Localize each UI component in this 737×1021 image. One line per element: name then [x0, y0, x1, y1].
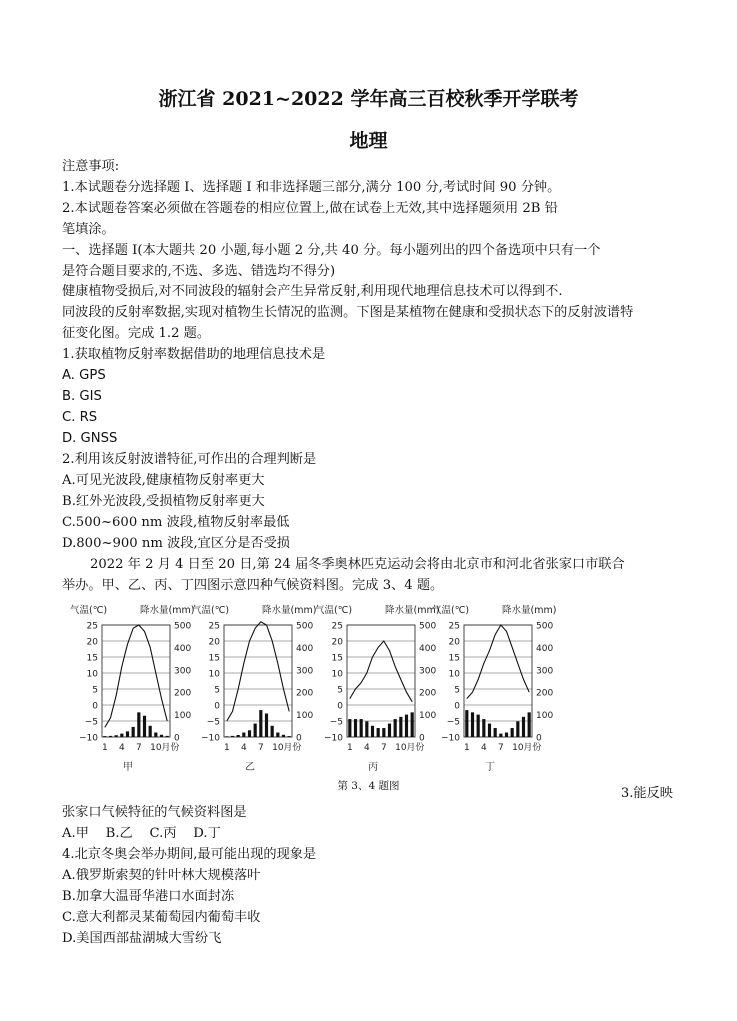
chart-frame [464, 625, 532, 737]
q2-option-b: B.红外光波段,受损植物反射率更大 [62, 494, 265, 509]
section-heading-1: 一、选择题 I(本大题共 20 小题,每小题 2 分,共 40 分。每小题列出的四个备选项中只有一个 [62, 243, 601, 258]
precip-bar [103, 736, 106, 737]
temp-tick-label: 20 [208, 637, 220, 648]
precip-tick-label: 300 [536, 666, 554, 677]
precip-tick-label: 500 [536, 621, 554, 632]
precip-bar [377, 728, 380, 737]
temperature-curve [467, 625, 529, 699]
temp-axis-label: 气温(℃) [70, 605, 108, 616]
month-unit-label: 月份 [523, 743, 542, 753]
precip-bar [522, 717, 525, 737]
precip-axis-label: 降水量(mm) [262, 605, 317, 616]
temp-tick-label: 20 [331, 637, 343, 648]
passage1-line1: 健康植物受损后,对不同波段的辐射会产生异常反射,利用现代地理信息技术可以得到不. [62, 284, 563, 299]
month-tick-label: 10 [512, 743, 524, 753]
precip-tick-label: 400 [536, 643, 554, 654]
temp-tick-label: 5 [454, 685, 460, 696]
precip-tick-label: 0 [536, 733, 542, 744]
temp-tick-label: 5 [214, 685, 220, 696]
q3-stem: 张家口气候特征的气候资料图是 [62, 805, 247, 820]
q2-option-c: C.500~600 nm 波段,植物反射率最低 [62, 515, 290, 530]
precip-bar [276, 733, 279, 737]
precip-axis-label: 降水量(mm) [502, 605, 557, 616]
precip-bar [494, 728, 497, 737]
temp-tick-label: 25 [448, 621, 460, 632]
passage2-line2: 举办。甲、乙、丙、丁四图示意四种气候资料图。完成 3、4 题。 [62, 578, 444, 593]
precip-tick-label: 0 [296, 733, 302, 744]
precip-bar [488, 724, 491, 737]
temp-tick-label: 20 [448, 637, 460, 648]
temperature-curve [227, 622, 289, 721]
note-1: 1.本试题卷分选择题 I、选择题 I 和非选择题三部分,满分 100 分,考试时间 90 分钟。 [62, 180, 561, 195]
q1-stem: 1.获取植物反射率数据借助的地理信息技术是 [62, 347, 326, 362]
precip-bar [149, 726, 152, 737]
precip-bar [225, 736, 228, 737]
climate-figure [70, 600, 630, 796]
precip-tick-label: 200 [296, 688, 314, 699]
temp-tick-label: 5 [337, 685, 343, 696]
exam-title: 浙江省 2021~2022 学年高三百校秋季开学联考 [158, 88, 579, 110]
precip-tick-label: 300 [419, 666, 437, 677]
precip-bar [254, 724, 257, 737]
temp-tick-label: −10 [441, 733, 460, 744]
temp-tick-label: 0 [454, 701, 460, 712]
precip-bar [505, 733, 508, 737]
precip-axis-label: 降水量(mm) [385, 605, 440, 616]
precip-bar [166, 736, 169, 737]
precip-tick-label: 100 [296, 711, 314, 722]
precip-tick-label: 200 [536, 688, 554, 699]
temp-tick-label: 25 [331, 621, 343, 632]
precip-bar [382, 728, 385, 737]
month-tick-label: 1 [223, 743, 230, 753]
precip-bar [499, 734, 502, 737]
precip-bar [411, 712, 414, 737]
temp-tick-label: 0 [337, 701, 343, 712]
q1-option-a: A. GPS [62, 368, 106, 383]
precip-bar [120, 734, 123, 737]
precip-bar [371, 726, 374, 737]
notes-heading: 注意事项: [62, 159, 120, 174]
month-tick-label: 1 [463, 743, 470, 753]
month-tick-label: 10 [150, 743, 162, 753]
precip-tick-label: 500 [419, 621, 437, 632]
precip-bar [160, 735, 163, 737]
precip-bar [516, 721, 519, 737]
q4-option-c: C.意大利都灵某葡萄园内葡萄丰收 [62, 910, 261, 925]
temp-tick-label: 15 [331, 653, 343, 664]
temp-tick-label: −5 [329, 717, 343, 728]
precip-bar [282, 735, 285, 737]
temp-tick-label: −10 [201, 733, 220, 744]
precip-bar [115, 735, 118, 737]
panel-name: 乙 [245, 762, 255, 773]
month-unit-label: 月份 [283, 743, 302, 753]
precip-bar [288, 736, 291, 737]
precip-tick-label: 400 [174, 643, 192, 654]
figure-caption: 第 3、4 题图 [337, 780, 400, 792]
temp-axis-label: 气温(℃) [192, 605, 230, 616]
temp-tick-label: −5 [206, 717, 220, 728]
precip-bar [271, 726, 274, 737]
precip-bar [143, 716, 146, 737]
passage1-line3: 征变化图。完成 1.2 题。 [62, 326, 211, 341]
passage2-line1: 2022 年 2 月 4 日至 20 日,第 24 届冬季奥林匹克运动会将由北京市和河北省张家口市联合 [90, 557, 625, 572]
month-tick-label: 7 [380, 743, 387, 753]
temp-tick-label: 15 [86, 653, 98, 664]
precip-bar [137, 712, 140, 737]
temp-tick-label: 5 [92, 685, 98, 696]
temp-tick-label: −10 [79, 733, 98, 744]
panel-name: 甲 [123, 762, 133, 773]
precip-bar [259, 710, 262, 737]
temp-axis-label: 气温(℃) [432, 605, 470, 616]
q4-option-b: B.加拿大温哥华港口水面封冻 [62, 889, 235, 904]
month-tick-label: 4 [363, 743, 370, 753]
temp-tick-label: 0 [214, 701, 220, 712]
q1-option-c: C. RS [62, 410, 98, 425]
temp-tick-label: −5 [84, 717, 98, 728]
precip-bar [394, 719, 397, 737]
note-3: 笔填涂。 [62, 222, 115, 237]
temp-tick-label: −5 [446, 717, 460, 728]
temp-tick-label: 10 [331, 669, 343, 680]
q4-option-d: D.美国西部盐湖城大雪纷飞 [62, 931, 222, 946]
precip-bar [154, 733, 157, 737]
month-tick-label: 10 [272, 743, 284, 753]
precip-bar [399, 717, 402, 737]
precip-tick-label: 200 [419, 688, 437, 699]
temp-tick-label: 10 [86, 669, 98, 680]
temp-tick-label: 0 [92, 701, 98, 712]
precip-bar [365, 721, 368, 737]
precip-tick-label: 0 [174, 733, 180, 744]
precip-bar [248, 730, 251, 737]
precip-bar [528, 712, 531, 737]
precip-bar [265, 713, 268, 737]
month-tick-label: 4 [480, 743, 487, 753]
month-tick-label: 4 [240, 743, 247, 753]
passage1-line2: 同波段的反射率数据,实现对植物生长情况的监测。下图是某植物在健康和受损状态下的反射波谱特 [62, 305, 634, 320]
q2-stem: 2.利用该反射波谱特征,可作出的合理判断是 [62, 452, 317, 467]
panel-name: 丁 [485, 762, 495, 773]
precip-tick-label: 100 [174, 711, 192, 722]
panel-name: 丙 [368, 762, 378, 773]
month-tick-label: 1 [101, 743, 108, 753]
precip-tick-label: 300 [174, 666, 192, 677]
precip-tick-label: 400 [296, 643, 314, 654]
precip-bar [482, 719, 485, 737]
month-tick-label: 7 [497, 743, 504, 753]
precip-axis-label: 降水量(mm) [140, 605, 195, 616]
precip-tick-label: 400 [419, 643, 437, 654]
temp-tick-label: −10 [324, 733, 343, 744]
month-tick-label: 10 [395, 743, 407, 753]
note-2: 2.本试题卷答案必须做在答题卷的相应位置上,做在试卷上无效,其中选择题须用 2B 铅 [62, 201, 558, 216]
month-unit-label: 月份 [406, 743, 425, 753]
climate-charts [70, 600, 630, 796]
temp-tick-label: 10 [208, 669, 220, 680]
precip-bar [242, 733, 245, 737]
precip-bar [360, 719, 363, 737]
temp-tick-label: 25 [208, 621, 220, 632]
q2-option-d: D.800~900 nm 波段,宜区分是否受损 [62, 536, 290, 551]
month-tick-label: 7 [257, 743, 264, 753]
precip-tick-label: 100 [419, 711, 437, 722]
precip-bar [388, 724, 391, 737]
precip-tick-label: 300 [296, 666, 314, 677]
precip-bar [231, 736, 234, 737]
precip-bar [237, 735, 240, 737]
q4-option-a: A.俄罗斯索契的针叶林大规模落叶 [62, 868, 261, 883]
temp-tick-label: 10 [448, 669, 460, 680]
q1-option-b: B. GIS [62, 389, 102, 404]
precip-bar [405, 715, 408, 737]
month-tick-label: 7 [135, 743, 142, 753]
temperature-curve [350, 641, 412, 702]
chart-frame [347, 625, 415, 737]
precip-tick-label: 200 [174, 688, 192, 699]
precip-bar [471, 712, 474, 737]
precip-tick-label: 500 [296, 621, 314, 632]
precip-bar [477, 715, 480, 737]
subject-title: 地理 [349, 130, 388, 152]
precip-tick-label: 100 [536, 711, 554, 722]
precip-bar [354, 719, 357, 737]
precip-tick-label: 0 [419, 733, 425, 744]
temp-tick-label: 15 [448, 653, 460, 664]
q2-option-a: A.可见光波段,健康植物反射率更大 [62, 473, 265, 488]
temp-axis-label: 气温(℃) [315, 605, 353, 616]
month-tick-label: 1 [346, 743, 353, 753]
temp-tick-label: 20 [86, 637, 98, 648]
precip-bar [126, 731, 129, 737]
q1-option-d: D. GNSS [62, 431, 118, 446]
precip-tick-label: 500 [174, 621, 192, 632]
precip-bar [511, 728, 514, 737]
section-heading-2: 是符合题目要求的,不选、多选、错选均不得分) [62, 264, 336, 279]
month-tick-label: 4 [118, 743, 125, 753]
precip-bar [132, 727, 135, 737]
q4-stem: 4.北京冬奥会举办期间,最可能出现的现象是 [62, 847, 317, 862]
precip-bar [348, 719, 351, 737]
temp-tick-label: 25 [86, 621, 98, 632]
temperature-curve [105, 625, 167, 727]
precip-bar [465, 710, 468, 737]
temp-tick-label: 15 [208, 653, 220, 664]
q3-tail: 3.能反映 [620, 786, 673, 801]
q3-options: A.甲 B.乙 C.丙 D.丁 [62, 826, 221, 841]
chart-frame [102, 625, 170, 737]
precip-bar [109, 736, 112, 737]
month-unit-label: 月份 [161, 743, 180, 753]
